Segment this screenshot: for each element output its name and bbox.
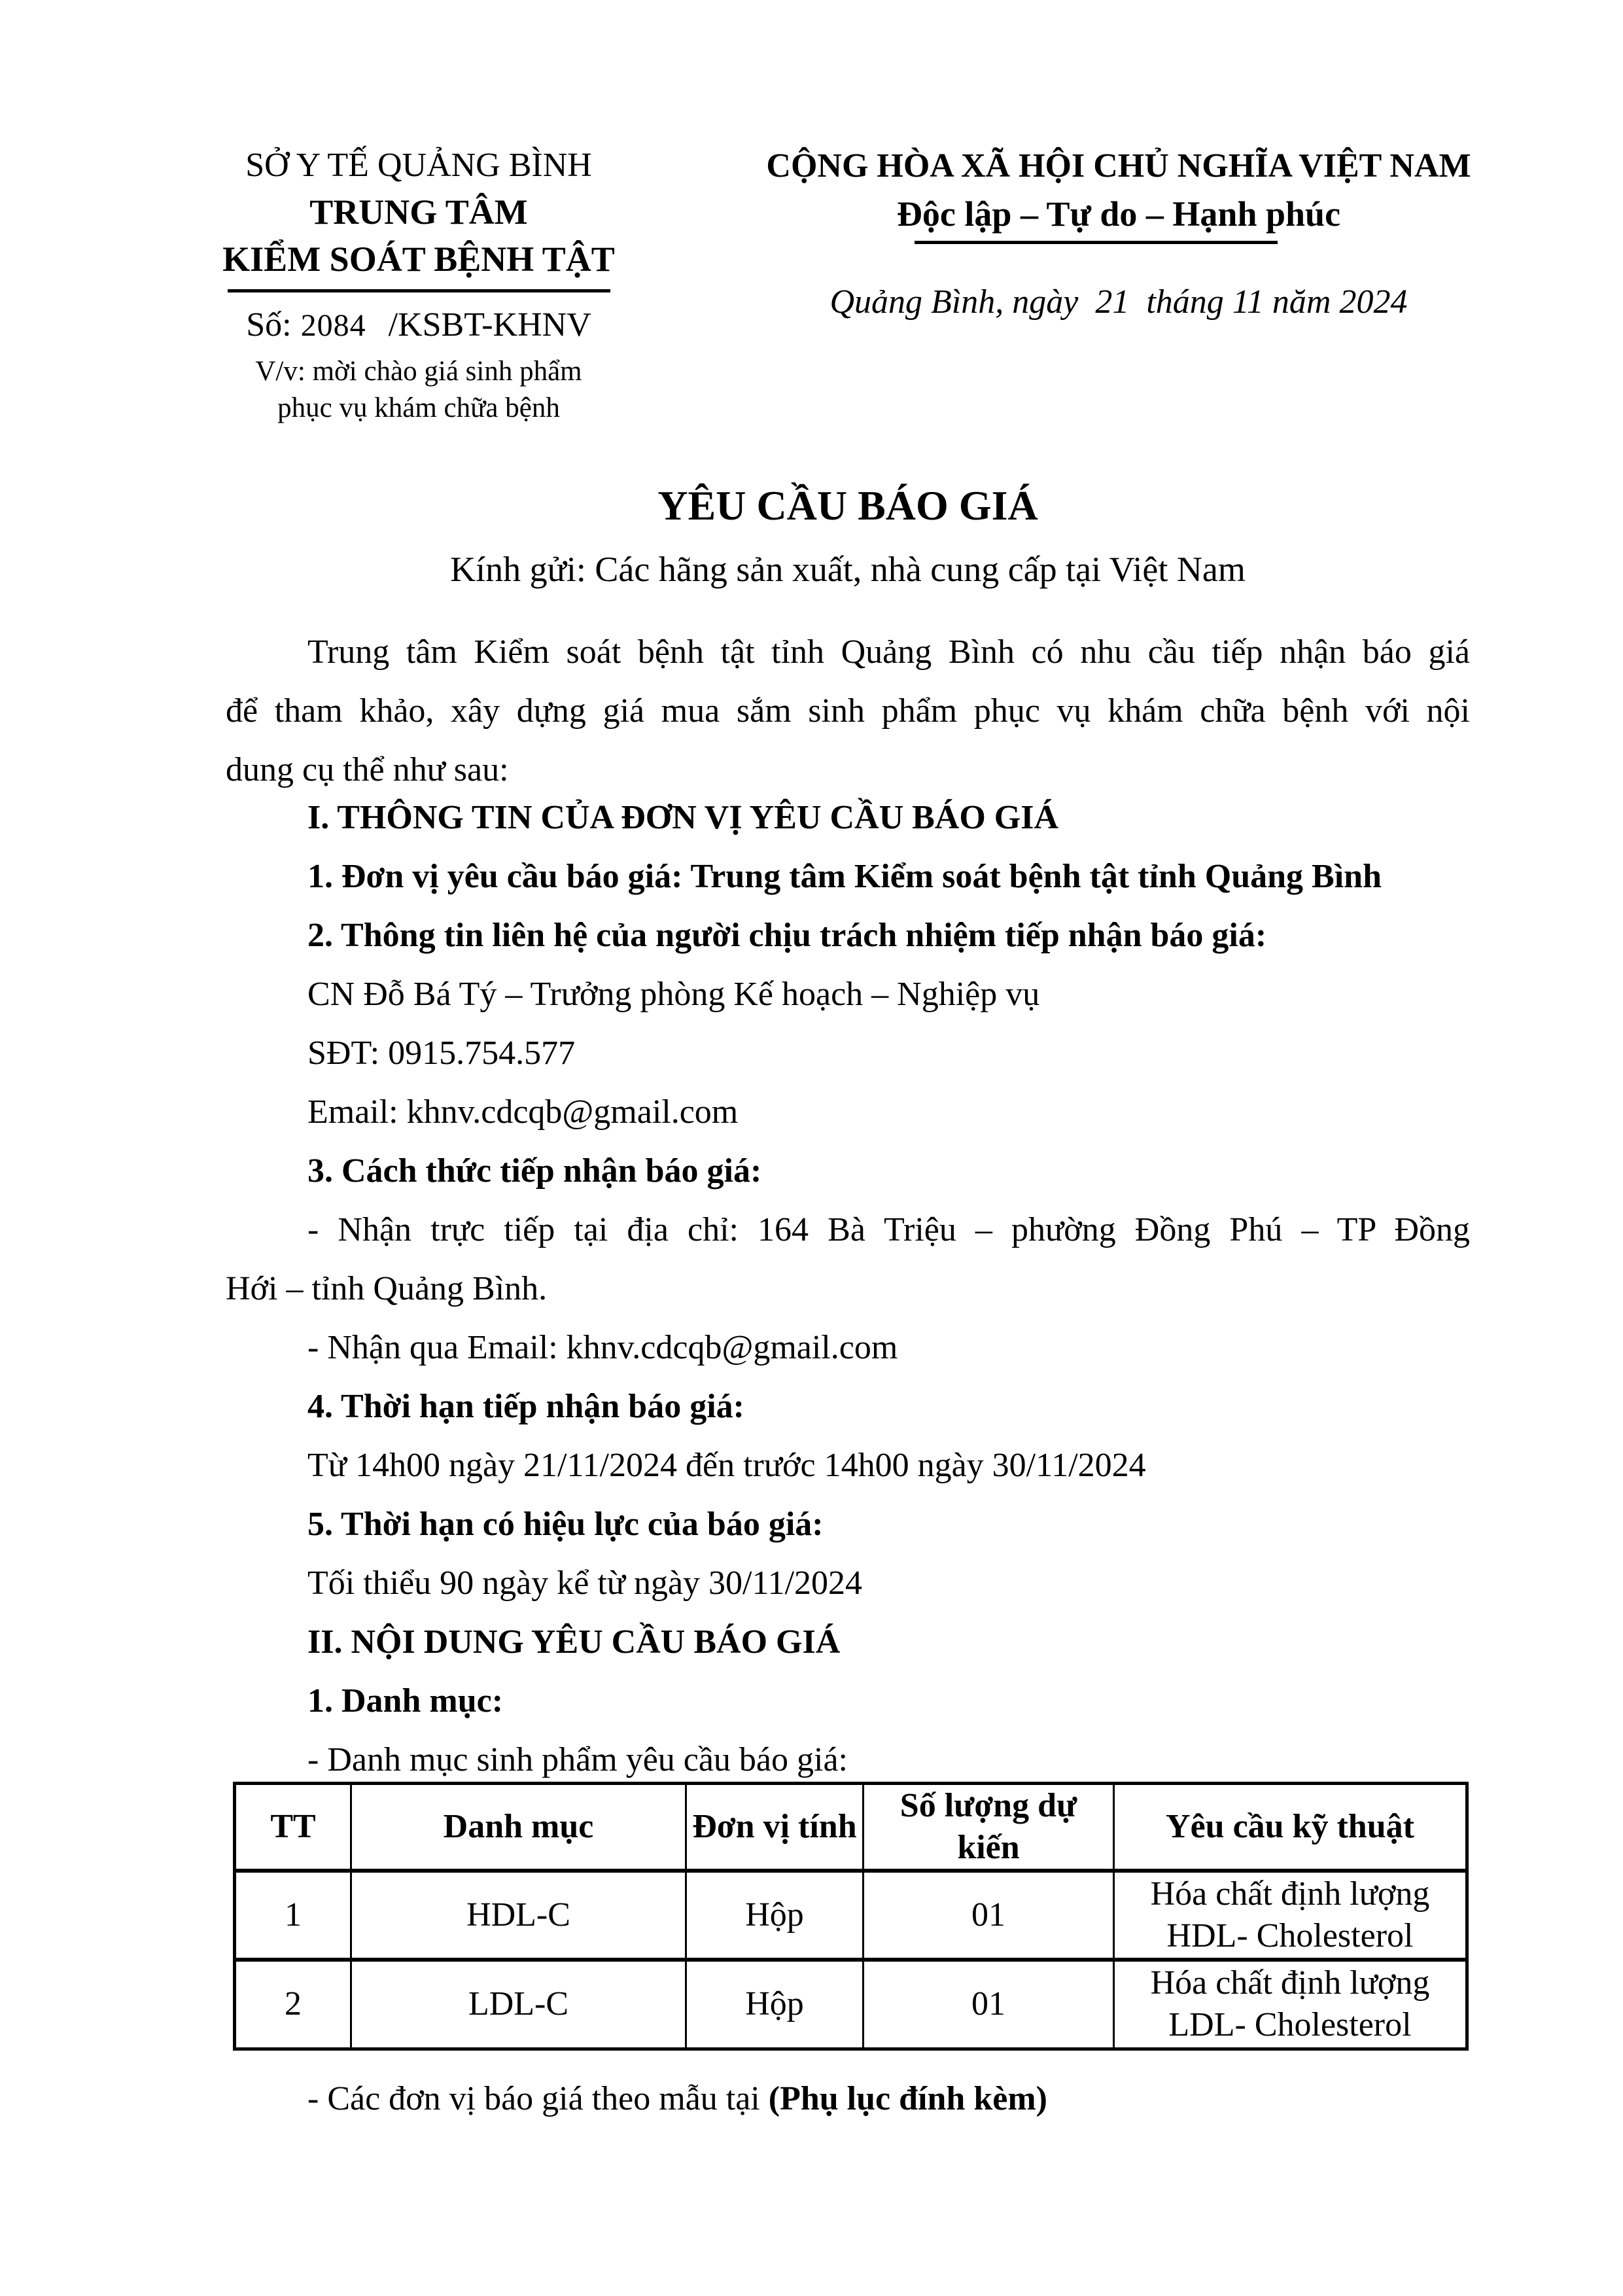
row2-spec: Hóa chất định lượng LDL- Cholesterol — [1114, 1960, 1467, 2049]
agency-name-line1: TRUNG TÂM — [309, 192, 528, 232]
national-title: CỘNG HÒA XÃ HỘI CHỦ NGHĨA VIỆT NAM — [766, 147, 1471, 185]
contact-name: CN Đỗ Bá Tý – Trưởng phòng Kế hoạch – Nghiệp vụ — [307, 976, 1040, 1013]
section2-subheading: 1. Danh mục: — [307, 1682, 504, 1720]
intro-line-3: dung cụ thể như sau: — [226, 751, 509, 788]
section1-item5: 5. Thời hạn có hiệu lực của báo giá: — [307, 1506, 824, 1543]
salutation-line: Kính gửi: Các hãng sản xuất, nhà cung cấp tại Việt Nam — [450, 550, 1246, 589]
intro-line-1: Trung tâm Kiểm soát bệnh tật tỉnh Quảng Bình có nhu cầu tiếp nhận báo giá — [307, 633, 1470, 671]
document-number-suffix: /KSBT-KHNV — [388, 306, 591, 344]
col-header-qty: Số lượng dự kiến — [864, 1784, 1114, 1871]
section1-item1: 1. Đơn vị yêu cầu báo giá: Trung tâm Kiểm soát bệnh tật tỉnh Quảng Bình — [307, 858, 1382, 895]
col-header-name: Danh mục — [351, 1784, 686, 1871]
closing-emphasis: (Phụ lục đính kèm) — [768, 2080, 1047, 2117]
subject-line-2: phục vụ khám chữa bệnh — [277, 393, 560, 423]
body-sections — [226, 788, 1470, 1790]
letterhead-issuing-agency — [196, 143, 641, 427]
row1-tt: 1 — [235, 1871, 351, 1960]
section2-heading: II. NỘI DUNG YÊU CẦU BÁO GIÁ — [307, 1623, 841, 1661]
section1-item4: 4. Thời hạn tiếp nhận báo giá: — [307, 1388, 744, 1425]
row1-unit: Hộp — [686, 1871, 864, 1960]
parent-agency-name: SỞ Y TẾ QUẢNG BÌNH — [245, 147, 592, 184]
contact-phone: SĐT: 0915.754.577 — [307, 1034, 576, 1072]
row1-qty: 01 — [864, 1871, 1114, 1960]
table-row — [235, 1960, 1467, 2049]
agency-name-line2: KIỂM SOÁT BỆNH TẬT — [222, 239, 615, 279]
document-number-value: 2084 — [300, 308, 366, 343]
subject-line-1: V/v: mời chào giá sinh phẩm — [255, 356, 582, 387]
contact-email: Email: khnv.cdcqb@gmail.com — [307, 1093, 739, 1131]
section1-item2: 2. Thông tin liên hệ của người chịu trách nhiệm tiếp nhận báo giá: — [307, 917, 1267, 954]
row1-spec: Hóa chất định lượng HDL- Cholesterol — [1114, 1871, 1467, 1960]
row2-name: LDL-C — [351, 1960, 686, 2049]
validity-text: Tối thiểu 90 ngày kể từ ngày 30/11/2024 — [307, 1564, 863, 1602]
col-header-tt: TT — [235, 1784, 351, 1871]
receive-email: - Nhận qua Email: khnv.cdcqb@gmail.com — [307, 1329, 898, 1366]
document-title: YÊU CẦU BÁO GIÁ — [657, 482, 1038, 529]
document-number-label: Số: — [246, 306, 292, 344]
section1-item3: 3. Cách thức tiếp nhận báo giá: — [307, 1152, 762, 1190]
table-row — [235, 1871, 1467, 1960]
closing-note — [226, 2075, 1552, 2123]
receive-direct-line1: - Nhận trực tiếp tại địa chỉ: 164 Bà Triệu – phường Đồng Phú – TP Đồng — [307, 1211, 1470, 1248]
motto-underline — [915, 241, 1278, 244]
document-number-line — [196, 304, 641, 347]
row2-unit: Hộp — [686, 1960, 864, 2049]
receive-direct-line2: Hới – tỉnh Quảng Bình. — [226, 1270, 548, 1307]
row1-name: HDL-C — [351, 1871, 686, 1960]
intro-paragraph — [226, 623, 1470, 800]
row2-qty: 01 — [864, 1960, 1114, 2049]
table-header-row — [235, 1784, 1467, 1871]
quotation-items-table — [233, 1782, 1469, 2051]
place-and-date: Quảng Bình, ngày 21 tháng 11 năm 2024 — [829, 283, 1408, 321]
agency-underline — [228, 289, 610, 292]
letterhead-national — [707, 143, 1531, 324]
intro-line-2: để tham khảo, xây dựng giá mua sắm sinh phẩm phục vụ khám chữa bệnh với nội — [226, 692, 1470, 730]
table-intro: - Danh mục sinh phẩm yêu cầu báo giá: — [307, 1741, 848, 1778]
section1-heading: I. THÔNG TIN CỦA ĐƠN VỊ YÊU CẦU BÁO GIÁ — [307, 799, 1059, 836]
row2-tt: 2 — [235, 1960, 351, 2049]
deadline-text: Từ 14h00 ngày 21/11/2024 đến trước 14h00 ngày 30/11/2024 — [307, 1447, 1146, 1484]
national-motto: Độc lập – Tự do – Hạnh phúc — [896, 194, 1341, 234]
closing-text: - Các đơn vị báo giá theo mẫu tại — [307, 2080, 769, 2117]
col-header-spec: Yêu cầu kỹ thuật — [1114, 1784, 1467, 1871]
col-header-unit: Đơn vị tính — [686, 1784, 864, 1871]
